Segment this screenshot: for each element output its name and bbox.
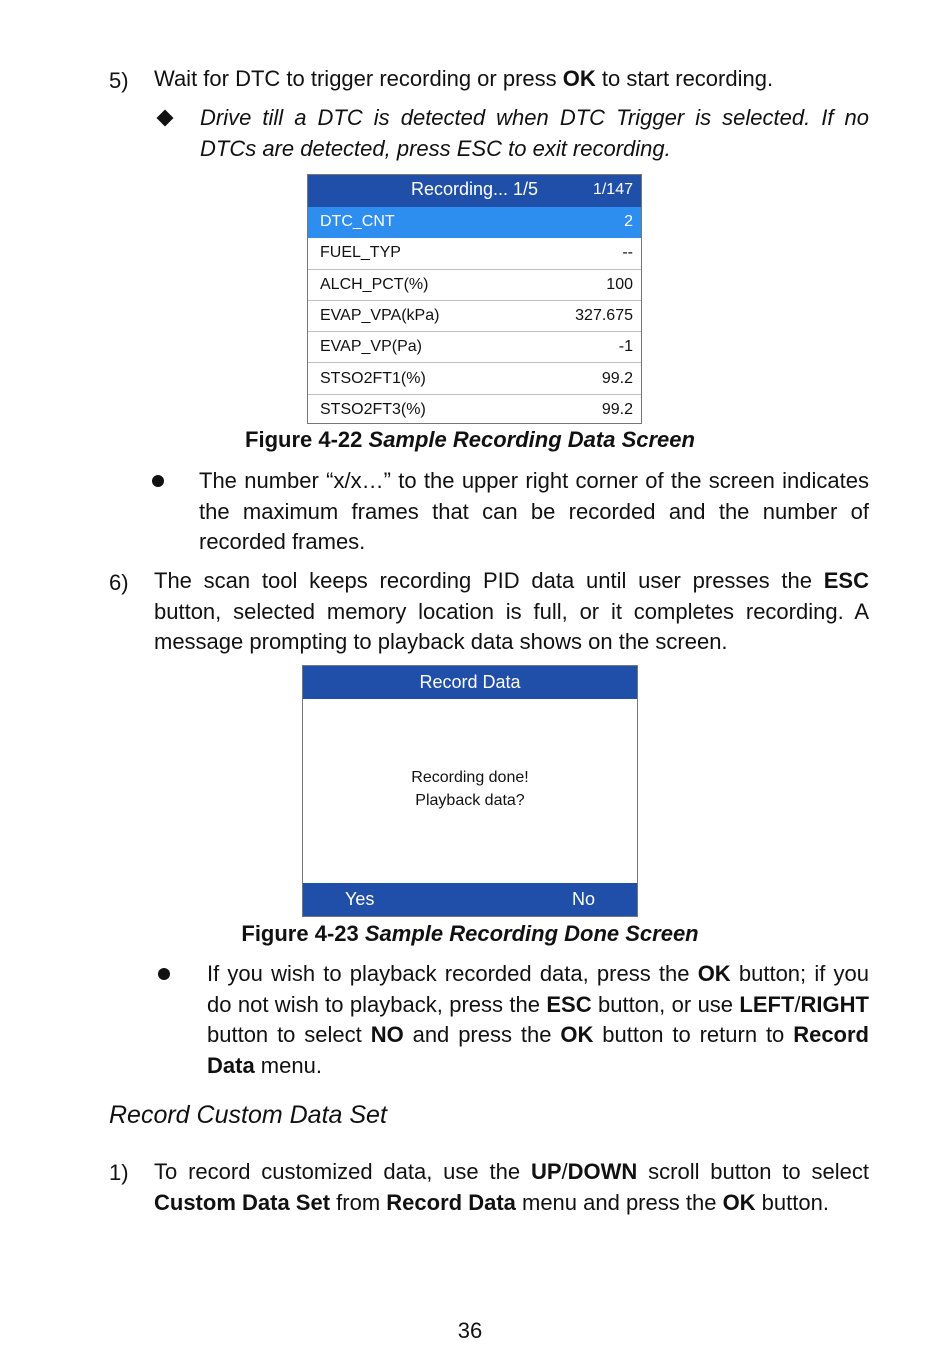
figure-caption: Figure 4-22 Sample Recording Data Screen: [245, 427, 695, 452]
bullet-icon: [158, 968, 170, 980]
step-number: 1): [109, 1160, 129, 1185]
message-line: Recording done!: [411, 769, 529, 786]
pid-row: ALCH_PCT(%) 100: [308, 270, 641, 301]
step-1-text: To record customized data, use the UP/DOWN scroll button to select Custom Data Set from Record Data menu and press the OK button.: [154, 1159, 869, 1215]
diamond-bullet-icon: [157, 110, 174, 127]
pid-row: DTC_CNT 2: [308, 207, 641, 238]
figure-caption: Figure 4-23 Sample Recording Done Screen: [241, 921, 699, 946]
section-heading: Record Custom Data Set: [109, 1101, 387, 1129]
screen-title-bar: [308, 175, 641, 207]
pid-row: STSO2FT3(%) 99.2: [320, 400, 633, 418]
pid-row: FUEL_TYP --: [308, 238, 641, 269]
step-6-text: The scan tool keeps recording PID data until user presses the ESC button, selected memory location is full, or it completes recording. A message prompting to playback data shows on the screen.: [154, 568, 869, 654]
bullet-text: The number “x/x…” to the upper right corner of the screen indicates the maximum frames that can be recorded and the number of recorded frames.: [199, 468, 869, 554]
no-button[interactable]: No: [571, 889, 595, 909]
step-5-text: Wait for DTC to trigger recording or press OK to start recording.: [154, 66, 774, 91]
bullet-text: If you wish to playback recorded data, press the OK button; if you do not wish to playback, press the ESC button, or use LEFT/RIGHT button to select NO and press the OK button to return to Record Data menu.: [207, 961, 869, 1078]
bullet-icon: [152, 475, 164, 487]
frame-counter: 1/147: [592, 181, 633, 198]
record-done-screen: [302, 665, 638, 917]
page-number: 36: [457, 1318, 483, 1343]
screen-title: Record Data: [303, 666, 637, 699]
pid-row: EVAP_VPA(kPa) 327.675: [308, 301, 641, 332]
step-number: 5): [109, 68, 129, 93]
pid-row: STSO2FT1(%) 99.2: [308, 364, 641, 395]
screen-title: Recording... 1/5: [410, 179, 539, 199]
step-5-note: Drive till a DTC is detected when DTC Trigger is selected. If no DTCs are detected, press ESC to exit recording.: [200, 105, 869, 161]
pid-row: EVAP_VP(Pa) -1: [308, 332, 641, 363]
step-number: 6): [109, 570, 129, 595]
screen-footer: [303, 883, 637, 916]
recording-data-screen: [307, 174, 642, 424]
yes-button[interactable]: Yes: [345, 889, 375, 909]
message-line: Playback data?: [415, 792, 525, 809]
